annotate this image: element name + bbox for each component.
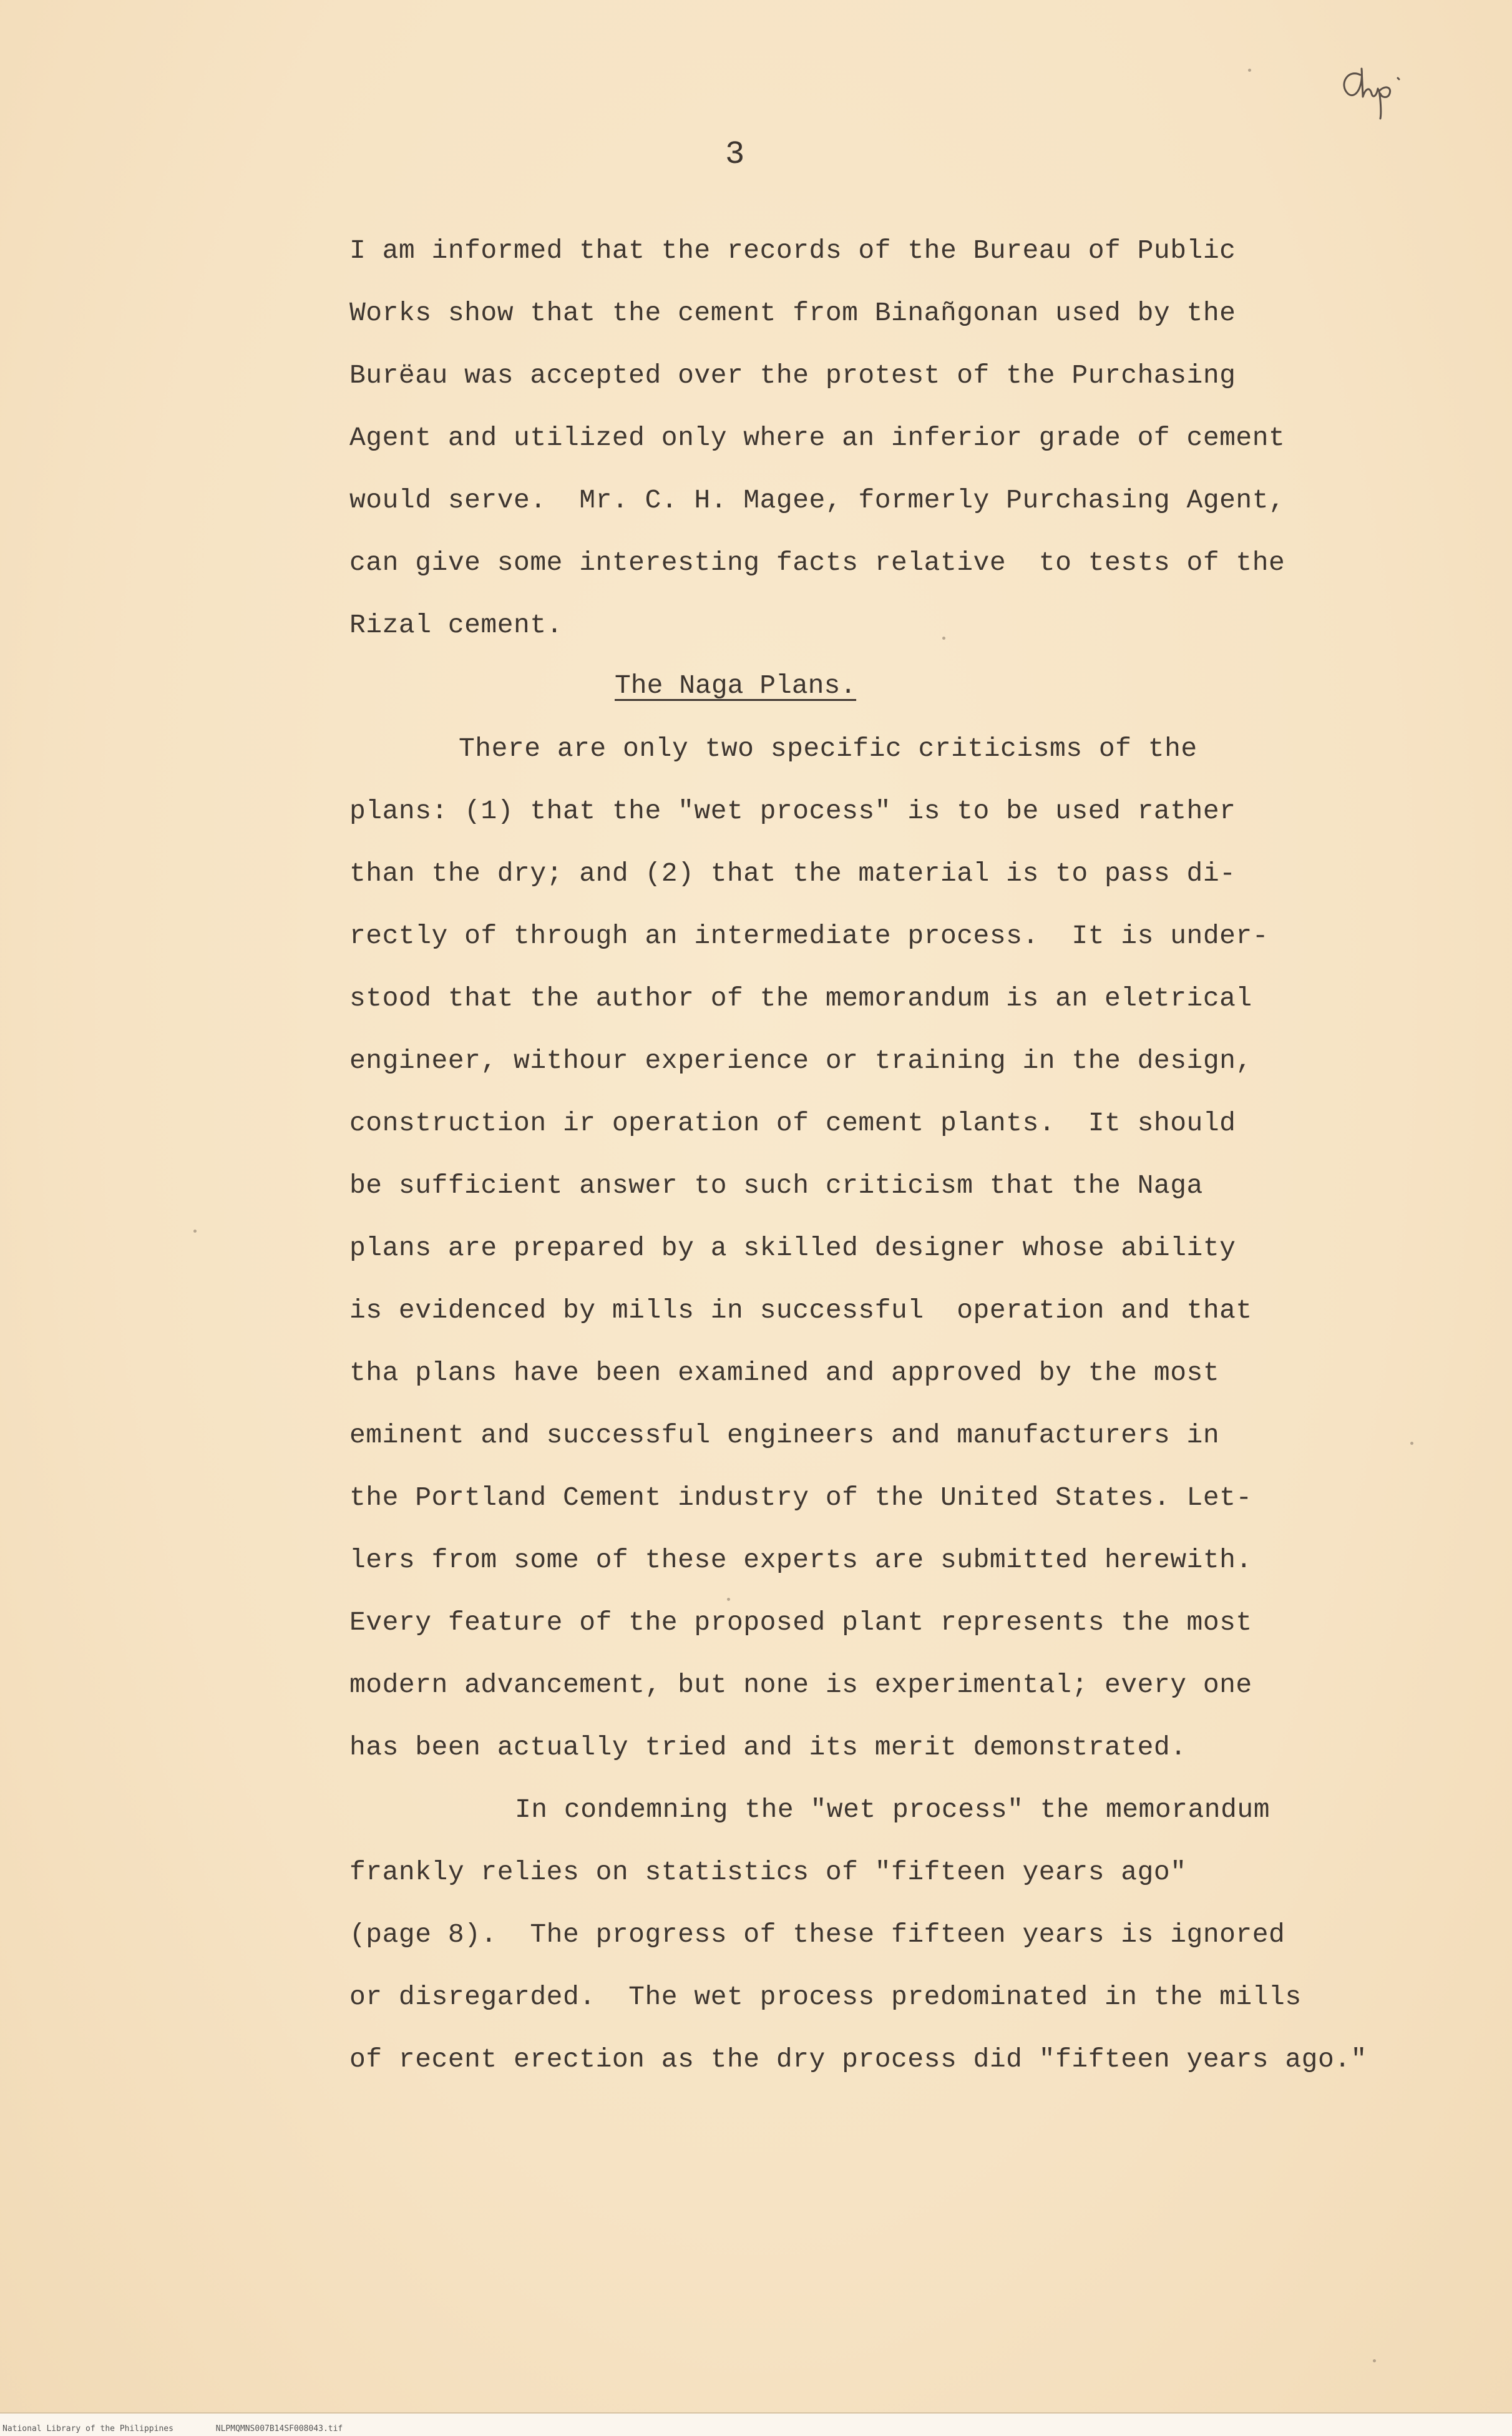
text-line: lers from some of these experts are submitted herewith. (349, 1545, 1252, 1575)
text-line: (page 8). The progress of these fifteen years is ignored (349, 1919, 1285, 1950)
text-line: stood that the author of the memorandum is an eletrical (349, 983, 1252, 1014)
text-line: than the dry; and (2) that the material is to pass di- (349, 858, 1236, 889)
text-line: be sufficient answer to such criticism that the Naga (349, 1170, 1203, 1201)
text-line: tha plans have been examined and approved by the most (349, 1357, 1220, 1388)
library-name: National Library of the Philippines (2, 2424, 173, 2434)
text-line: plans are prepared by a skilled designer whose ability (349, 1233, 1236, 1263)
section-heading: The Naga Plans. (615, 670, 857, 701)
text-line: There are only two specific criticisms of the (459, 733, 1197, 764)
text-line: plans: (1) that the "wet process" is to be used rather (349, 796, 1236, 826)
footer-caption (2, 2424, 380, 2434)
text-line: I am informed that the records of the Bureau of Public (349, 235, 1236, 266)
file-name: NLPMQMNS007B14SF008043.tif (215, 2424, 343, 2434)
text-line: In condemning the "wet process" the memorandum (515, 1794, 1270, 1825)
text-line: can give some interesting facts relative to tests of the (349, 547, 1285, 578)
scan-footer (0, 2412, 1512, 2436)
handwritten-annotation (1335, 50, 1429, 144)
text-line: engineer, withour experience or training in the design, (349, 1045, 1252, 1076)
page-number: 3 (725, 136, 746, 173)
text-line: would serve. Mr. C. H. Magee, formerly Purchasing Agent, (349, 485, 1285, 516)
text-line: has been actually tried and its merit demonstrated. (349, 1732, 1187, 1763)
paper-speck (1410, 1442, 1413, 1445)
text-line: Works show that the cement from Binañgonan used by the (349, 298, 1236, 328)
text-line: eminent and successful engineers and manufacturers in (349, 1420, 1220, 1450)
paper-speck (1373, 2359, 1376, 2362)
paper-speck (942, 637, 945, 640)
text-line: the Portland Cement industry of the United States. Let- (349, 1482, 1252, 1513)
text-line: is evidenced by mills in successful operation and that (349, 1295, 1252, 1326)
text-line: Burëau was accepted over the protest of the Purchasing (349, 360, 1236, 391)
text-line: Every feature of the proposed plant represents the most (349, 1607, 1252, 1638)
text-line: or disregarded. The wet process predominated in the mills (349, 1982, 1302, 2012)
paper-speck (1248, 69, 1251, 72)
text-line: Rizal cement. (349, 610, 563, 640)
text-line: construction ir operation of cement plants. It should (349, 1108, 1236, 1138)
paper-speck (727, 1598, 730, 1601)
text-line: rectly of through an intermediate process. It is under- (349, 921, 1269, 951)
text-line: frankly relies on statistics of "fifteen years ago" (349, 1857, 1187, 1887)
text-line: of recent erection as the dry process did "fifteen years ago." (349, 2044, 1367, 2075)
text-line: Agent and utilized only where an inferior grade of cement (349, 423, 1285, 453)
paper-speck (193, 1230, 197, 1233)
text-line: modern advancement, but none is experimental; every one (349, 1670, 1252, 1700)
